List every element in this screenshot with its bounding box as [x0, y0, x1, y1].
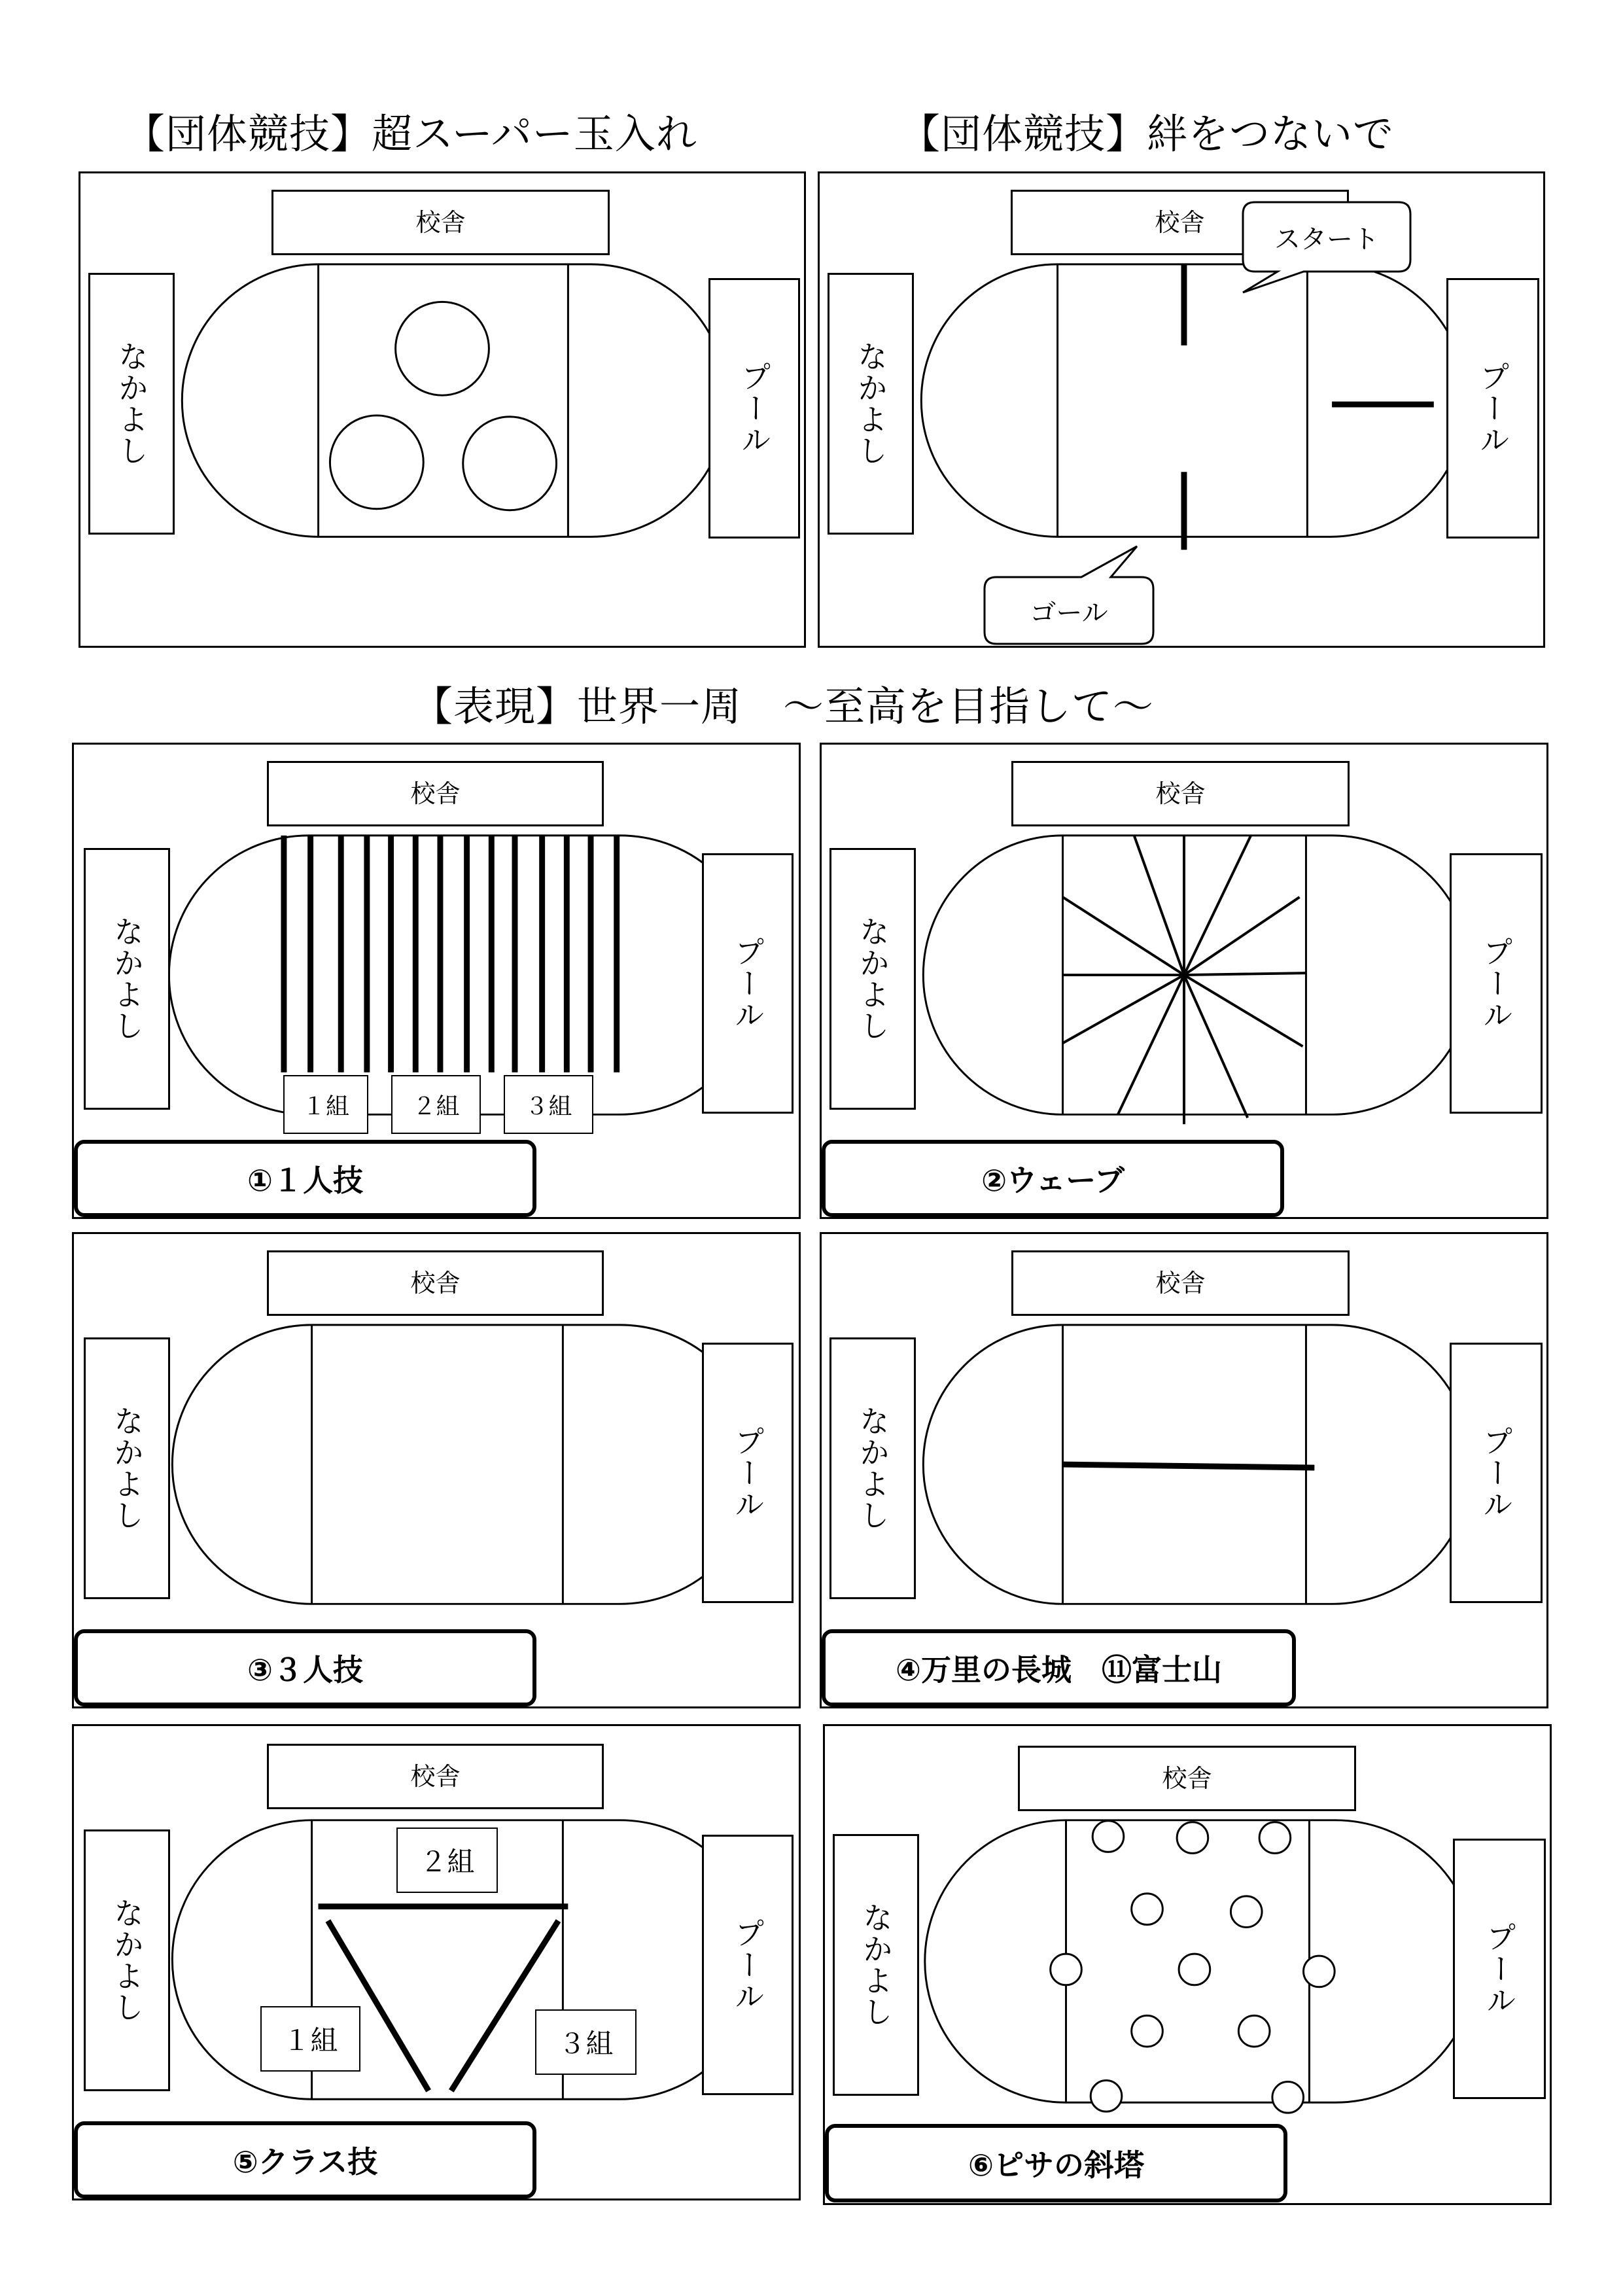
pool-label: プール [702, 853, 794, 1114]
panel-relay [818, 171, 1545, 648]
school-building-label: 校舎 [1018, 1746, 1356, 1811]
panel-wave [820, 743, 1548, 1219]
nakayoshi-label: なかよし [833, 1834, 919, 2096]
panel-trio-technique [72, 1232, 801, 1708]
goal-label: ゴール [1030, 597, 1108, 628]
nakayoshi-label: なかよし [84, 1337, 170, 1599]
panel-class-technique [72, 1724, 801, 2200]
group-2-label: ２組 [396, 1828, 498, 1893]
school-building-label: 校舎 [1011, 190, 1349, 255]
ball-basket-left [330, 415, 423, 509]
panel-leaning-tower [823, 1724, 1552, 2205]
nakayoshi-label: なかよし [84, 1829, 170, 2091]
start-label: スタート [1274, 224, 1379, 255]
school-building-label: 校舎 [267, 1744, 604, 1809]
pool-label: プール [1446, 278, 1539, 539]
caption-trio-technique: ③３人技 [74, 1629, 536, 1706]
nakayoshi-label: なかよし [88, 273, 175, 535]
heading-team-ball-toss: 【団体競技】超スーパー玉入れ [124, 110, 697, 158]
group-3-label: ３組 [535, 2009, 637, 2075]
pool-label: プール [1450, 853, 1543, 1114]
heading-expression: 【表現】世界一周 ～至高を目指して～ [412, 682, 1155, 730]
panel-great-wall [820, 1232, 1548, 1708]
group-1-label: １組 [260, 2006, 360, 2072]
nakayoshi-label: なかよし [84, 848, 170, 1110]
caption-wave: ②ウェーブ [822, 1140, 1284, 1217]
wave-radial-lines [1063, 836, 1306, 1124]
school-building-label: 校舎 [267, 761, 604, 826]
great-wall-line [1063, 1464, 1315, 1468]
group-3-label: ３組 [504, 1075, 593, 1134]
ball-basket-right [463, 417, 557, 510]
caption-great-wall: ④万里の長城 ⑪富士山 [822, 1629, 1296, 1706]
caption-class-technique: ⑤クラス技 [74, 2121, 536, 2199]
school-building-label: 校舎 [1011, 1250, 1350, 1316]
goal-callout [983, 576, 1155, 645]
solo-lines [284, 836, 617, 1072]
nakayoshi-label: なかよし [828, 273, 914, 535]
panel-solo-technique [72, 743, 801, 1219]
pool-label: プール [1450, 1343, 1543, 1603]
group-1-label: １組 [283, 1075, 368, 1134]
caption-leaning-tower: ⑥ピサの斜塔 [825, 2124, 1287, 2202]
nakayoshi-label: なかよし [829, 1337, 916, 1599]
panel-ball-toss [79, 171, 806, 648]
school-building-label: 校舎 [271, 190, 610, 255]
leaning-tower-positions [1051, 1821, 1335, 2113]
caption-solo-technique: ①１人技 [74, 1140, 536, 1217]
pool-label: プール [702, 1343, 794, 1603]
school-building-label: 校舎 [267, 1250, 604, 1316]
pool-label: プール [708, 278, 800, 539]
nakayoshi-label: なかよし [829, 848, 916, 1110]
school-building-label: 校舎 [1011, 761, 1350, 826]
ball-basket-top [396, 302, 489, 395]
heading-team-relay: 【団体競技】絆をつないで [899, 110, 1395, 158]
start-callout [1242, 201, 1412, 273]
pool-label: プール [702, 1835, 794, 2095]
pool-label: プール [1453, 1839, 1546, 2099]
group-2-label: ２組 [391, 1075, 481, 1134]
